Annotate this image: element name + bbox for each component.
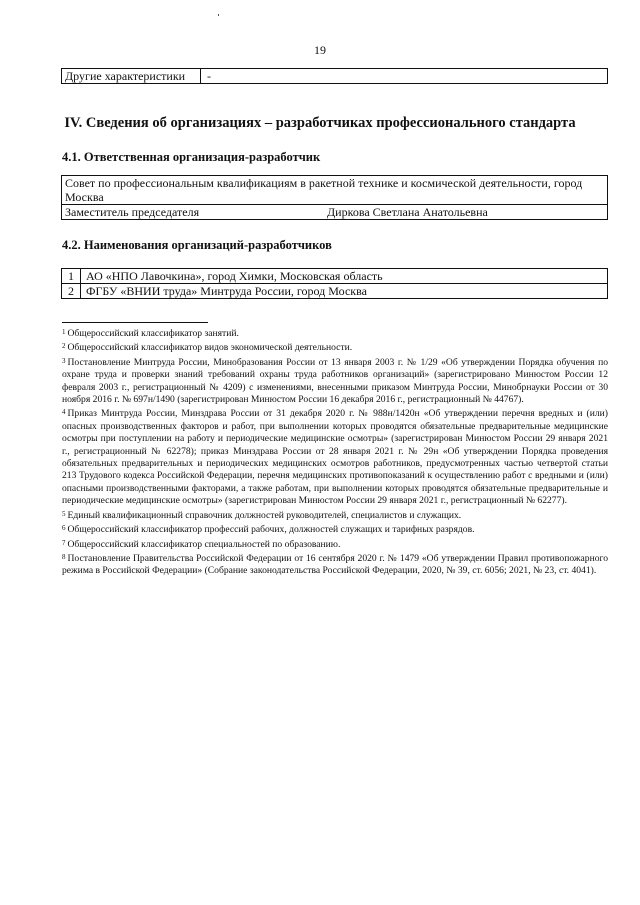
footnote-text: Единый квалификационный справочник должностей руководителей, специалистов и служащих. (67, 509, 462, 521)
footnote-mark: 2 (62, 342, 66, 351)
other-characteristics-label: Другие характеристики (62, 69, 201, 84)
responsible-heading: 4.1. Ответственная организация-разработчик (62, 150, 321, 164)
footnote (62, 537, 608, 551)
developers-table (61, 268, 608, 299)
footnotes (62, 326, 608, 578)
footnote (62, 355, 608, 407)
responsible-organization-table (61, 175, 608, 220)
scan-speck (218, 14, 219, 16)
footnote-text: Приказ Минтруда России, Минздрава России от 31 декабря 2020 г. № 988н/1420н «Об утверждении перечня вредных и (или) опасных производственных факторов и работ, при выполнении которых проводятся обязательные предварительные медицинские осмотры при поступлении на работу и периодические медицинские осмотры» (зарегистрирован Минюстом России 29 января 2021 г., регистрационный № 62278); приказ Минздрава России от 28 января 2021 г. № 29н «Об утверждении Порядка проведения обязательных предварительных и периодических медицинских осмотров работников, предусмотренных частью четвертой статьи 213 Трудового кодекса Российской Федерации, перечня медицинских противопоказаний к осуществлению работ с вредными и (или) опасными производственными факторами, а также работам, при выполнении которых проводятся обязательные предварительные и периодические медицинские осмотры» (зарегистрирован Минюстом России 29 января 2021 г., регистрационный № 62277). (62, 408, 608, 507)
footnote-mark: 8 (62, 552, 66, 561)
footnote (62, 508, 608, 522)
section-title: IV. Сведения об организациях – разработчиках профессионального стандарта (64, 115, 576, 131)
footnote-mark: 4 (62, 408, 66, 417)
footnote-text: Общероссийский классификатор занятий. (67, 328, 239, 339)
other-characteristics-value: - (201, 69, 608, 84)
footnote-mark: 7 (62, 538, 66, 547)
footnote-mark: 5 (62, 509, 66, 518)
table-row (62, 269, 608, 284)
footnote-text: Общероссийский классификатор видов экономической деятельности. (67, 342, 353, 354)
footnote-mark: 3 (62, 356, 66, 365)
footnote (62, 522, 608, 536)
developer-number: 2 (62, 284, 81, 299)
other-characteristics-table (61, 68, 608, 84)
developers-heading: 4.2. Наименования организаций-разработчиков (62, 238, 332, 252)
footnote-text: Общероссийский классификатор профессий рабочих, должностей служащих и тарифных разрядов. (67, 524, 475, 536)
developer-number: 1 (62, 269, 81, 284)
responsible-person: Диркова Светлана Анатольевна (324, 205, 608, 220)
footnote-text: Постановление Правительства Российской Федерации от 16 сентября 2020 г. № 1479 «Об утверждении Правил противопожарного режима в Российской Федерации» (Собрание законодательства Российской Федерации, 2020, № 39, ст. 6056; 2021, № 23, ст. 4041). (62, 552, 608, 577)
footnote-text: Постановление Минтруда России, Минобразования России от 13 января 2003 г. № 1/29 «Об утверждении Порядка обучения по охране труда и проверки знаний требований охраны труда работников организаций» (зарегистрировано Минюстом России 12 февраля 2003 г., регистрационный № 4209) с изменениями, внесенными приказом Минтруда России, Минобрнауки России от 30 ноября 2016 г. № 697н/1490 (зарегистрирован Минюстом России 16 декабря 2016 г., регистрационный № 44767). (62, 356, 608, 406)
footnote (62, 406, 608, 507)
footnote-mark: 6 (62, 524, 66, 533)
footnote-mark: 1 (62, 328, 66, 336)
responsible-role: Заместитель председателя (62, 205, 325, 220)
footnote (62, 551, 608, 578)
responsible-organization-name: Совет по профессиональным квалификациям в ракетной технике и космической деятельности, город Москва (62, 176, 608, 205)
footnote-separator (62, 322, 208, 323)
footnote-text: Общероссийский классификатор специальностей по образованию. (67, 538, 341, 550)
footnote (62, 340, 608, 354)
table-row (62, 284, 608, 299)
developer-name: АО «НПО Лавочкина», город Химки, Московская область (81, 269, 608, 284)
developer-name: ФГБУ «ВНИИ труда» Минтруда России, город Москва (81, 284, 608, 299)
footnote (62, 326, 608, 340)
page-number: 19 (314, 43, 326, 57)
